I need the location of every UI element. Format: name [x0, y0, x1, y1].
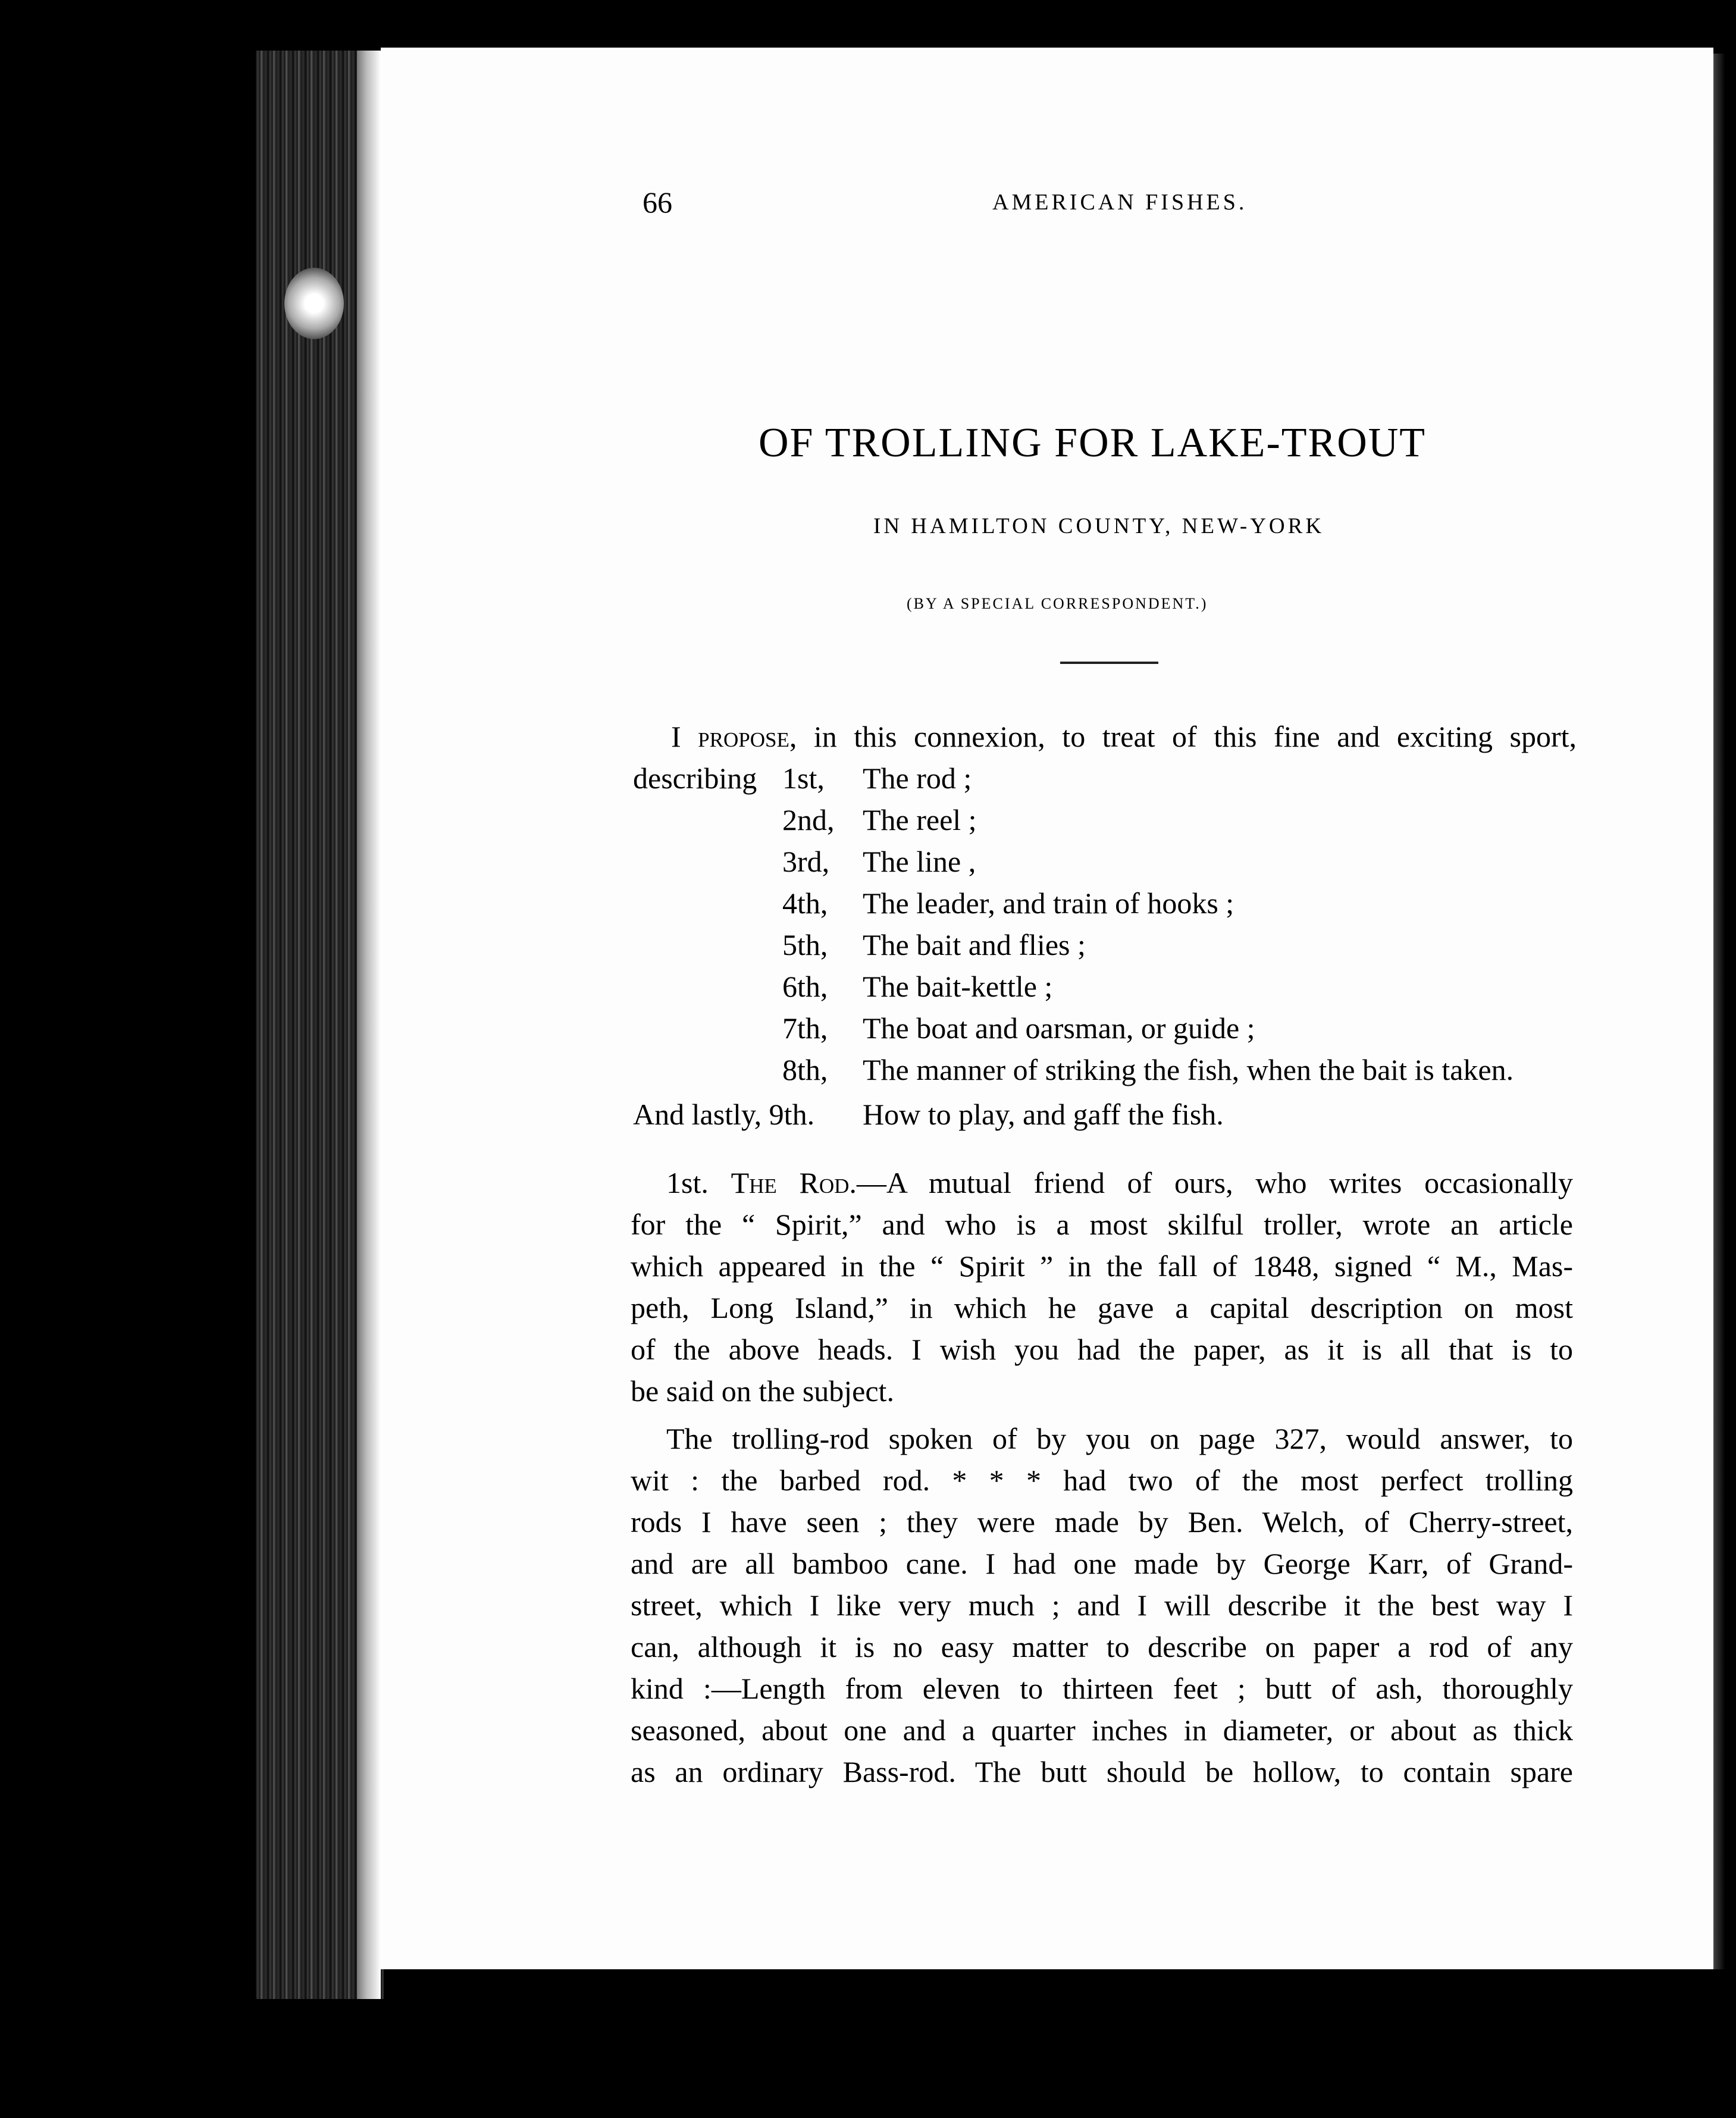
article-byline: (BY A SPECIAL CORRESPONDENT.): [907, 595, 1208, 612]
list-item-number: 2nd,: [782, 803, 835, 836]
para2-line-6: can, although it is no easy matter to describe on paper a rod of any: [631, 1630, 1573, 1663]
intro-lead-word: I propose,: [671, 720, 797, 753]
para2-line-4: and are all bamboo cane. I had one made by George Karr, of Grand-: [631, 1547, 1573, 1580]
list-item-number: 3rd,: [782, 845, 830, 878]
list-item-number: 6th,: [782, 970, 828, 1003]
para2-line-9: as an ordinary Bass-rod. The butt should be hollow, to contain spare: [631, 1755, 1573, 1788]
list-item-number: 8th,: [782, 1053, 828, 1086]
section1-lead: 1st.: [666, 1166, 709, 1199]
list-item-number: 1st,: [782, 762, 825, 795]
para2-line-3: rods I have seen ; they were made by Ben. Welch, of Cherry-street,: [631, 1505, 1573, 1539]
title-rule: [1060, 662, 1158, 664]
intro-line-2-prefix: describing: [633, 762, 757, 795]
list-item-text: The manner of striking the fish, when the bait is taken.: [863, 1053, 1514, 1086]
list-item-text: The leader, and train of hooks ;: [863, 886, 1234, 920]
page-number: 66: [643, 186, 672, 219]
list-item-text: The bait and flies ;: [863, 928, 1086, 961]
para2-line-2: wit : the barbed rod. * * * had two of the most perfect trolling: [631, 1464, 1573, 1497]
para2-line-5: street, which I like very much ; and I will describe it the best way I: [631, 1589, 1573, 1622]
para2-line-8: seasoned, about one and a quarter inches in diameter, or about as thick: [631, 1713, 1573, 1747]
section1-line-4: peth, Long Island,” in which he gave a capital description on most: [631, 1291, 1573, 1324]
list-item-number: 5th,: [782, 928, 828, 961]
list-item-text: The rod ;: [863, 762, 972, 795]
list-item-text: The reel ;: [863, 803, 977, 836]
section1-line-6: be said on the subject.: [631, 1374, 894, 1408]
section1-line-1: [666, 1163, 1573, 1202]
intro-line-1: [671, 717, 1577, 756]
list-item-text: How to play, and gaff the fish.: [863, 1098, 1224, 1131]
list-item-text: The line ,: [863, 845, 976, 878]
list-item-number: And lastly, 9th.: [633, 1098, 815, 1131]
section1-line-5: of the above heads. I wish you had the paper, as it is all that is to: [631, 1333, 1573, 1366]
list-item-text: The bait-kettle ;: [863, 970, 1053, 1003]
list-item-number: 7th,: [782, 1011, 828, 1045]
section1-heading: The Rod.: [731, 1166, 857, 1199]
page-stack-edge: [357, 51, 381, 1999]
running-title: AMERICAN FISHES.: [992, 190, 1248, 215]
article-title: OF TROLLING FOR LAKE-TROUT: [759, 420, 1427, 466]
article-subtitle: IN HAMILTON COUNTY, NEW-YORK: [873, 514, 1325, 538]
intro-line-1-text: in this connexion, to treat of this fine and exciting sport,: [813, 720, 1577, 753]
para2-line-1: The trolling-rod spoken of by you on page 327, would answer, to: [666, 1422, 1573, 1455]
section1-line-1-text: —A mutual friend of ours, who writes occasionally: [856, 1166, 1573, 1199]
section1-line-3: which appeared in the “ Spirit ” in the fall of 1848, signed “ M., Mas-: [631, 1249, 1573, 1283]
section1-line-2: for the “ Spirit,” and who is a most skilful troller, wrote an article: [631, 1208, 1573, 1241]
para2-line-7: kind :—Length from eleven to thirteen feet ; butt of ash, thoroughly: [631, 1672, 1573, 1705]
scan-blemish: [284, 268, 344, 339]
list-item-text: The boat and oarsman, or guide ;: [863, 1011, 1255, 1045]
list-item-number: 4th,: [782, 886, 828, 920]
